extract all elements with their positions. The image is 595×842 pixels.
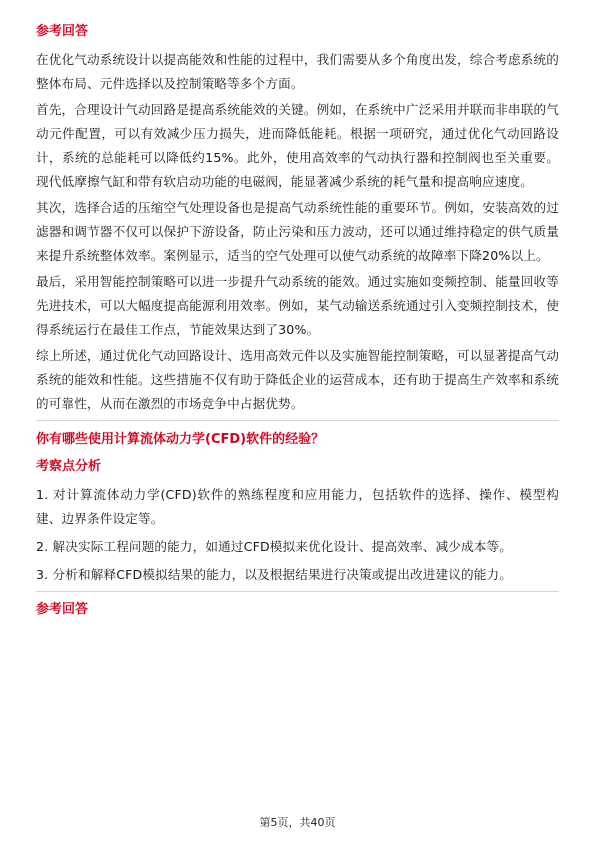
- reference-answer-heading-2: 参考回答: [36, 602, 89, 617]
- analysis-point-2: 2. 解决实际工程问题的能力，如通过CFD模拟来优化设计、提高效率、减少成本等。: [36, 539, 512, 554]
- analysis-point-1: 1. 对计算流体动力学(CFD)软件的熟练程度和应用能力，包括软件的选择、操作、模型构建、边界条件设定等。: [36, 487, 559, 526]
- answer-paragraph-last: 最后，采用智能控制策略可以进一步提升气动系统的能效。通过实施如变频控制、能量回收等先进技术，可以大幅度提高能源利用效率。例如，某气动输送系统通过引入变频控制技术，使得系统运行在最佳工作点，节能效果达到了30%。: [36, 274, 559, 337]
- answer-paragraph-summary: 综上所述，通过优化气动回路设计、选用高效元件以及实施智能控制策略，可以显著提高气动系统的能效和性能。这些措施不仅有助于降低企业的运营成本，还有助于提高生产效率和系统的可靠性，从而在激烈的市场竞争中占据优势。: [36, 348, 559, 411]
- answer-paragraph-intro: 在优化气动系统设计以提高能效和性能的过程中，我们需要从多个角度出发，综合考虑系统的整体布局、元件选择以及控制策略等多个方面。: [36, 52, 559, 91]
- document-page: [36, 18, 559, 626]
- answer-paragraph-second: 其次，选择合适的压缩空气处理设备也是提高气动系统性能的重要环节。例如，安装高效的过滤器和调节器不仅可以保护下游设备，防止污染和压力波动，还可以通过维持稳定的供气质量来提升系统整体效率。案例显示，适当的空气处理可以使气动系统的故障率下降20%以上。: [36, 200, 559, 263]
- analysis-point-3: 3. 分析和解释CFD模拟结果的能力，以及根据结果进行决策或提出改进建议的能力。: [36, 567, 512, 582]
- page-number: 第5页，共40页: [259, 816, 336, 829]
- answer-paragraph-first: 首先，合理设计气动回路是提高系统能效的关键。例如，在系统中广泛采用并联而非串联的气动元件配置，可以有效减少压力损失，进而降低能耗。根据一项研究，通过优化气动回路设计，系统的总能耗可以降低约15%。此外，使用高效率的气动执行器和控制阀也至关重要。现代低摩擦气缸和带有软启动功能的电磁阀，能显著减少系统的耗气量和提高响应速度。: [36, 102, 559, 189]
- question-title: 你有哪些使用计算流体动力学(CFD)软件的经验？: [36, 432, 325, 447]
- reference-answer-heading: 参考回答: [36, 24, 89, 39]
- section-divider: [36, 420, 559, 421]
- analysis-heading: 考察点分析: [36, 459, 102, 474]
- section-divider-2: [36, 591, 559, 592]
